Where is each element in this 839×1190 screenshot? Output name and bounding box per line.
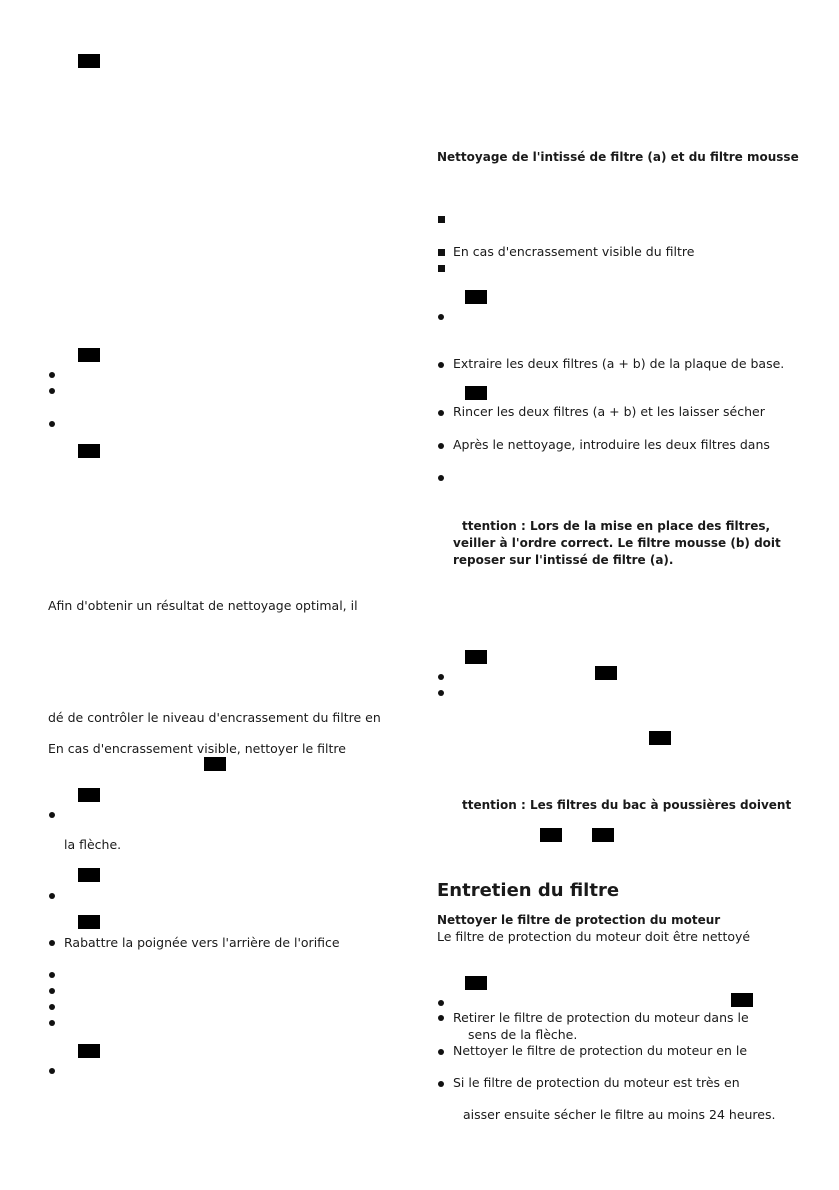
bullet [49,940,55,946]
bullet [49,1004,55,1010]
figure-ref-block [78,788,100,802]
bullet-text: Après le nettoyage, introduire les deux filtres dans [453,437,770,452]
bullet-text: Nettoyer le filtre de protection du moteur en le [453,1043,748,1058]
bullet [49,421,55,427]
figure-ref-block [465,290,487,304]
bullet-text: Si le filtre de protection du moteur est très en [453,1075,740,1090]
figure-ref-block [78,54,100,68]
bullet-text: sens de la flèche. [468,1027,578,1042]
square-bullet [438,249,445,256]
figure-ref-block [78,444,100,458]
figure-ref-block [465,650,487,664]
section-title: Entretien du filtre [437,880,620,901]
warning-text: ttention : Les filtres du bac à poussières doivent [462,798,792,812]
bullet [438,1081,444,1087]
bullet-text: Retirer le filtre de protection du moteur dans le [453,1010,749,1025]
bullet [438,443,444,449]
figure-ref-block [649,731,671,745]
figure-ref-block [204,757,226,771]
figure-ref-block [78,868,100,882]
paragraph-text: En cas d'encrassement visible, nettoyer le filtre [48,741,346,756]
figure-ref-block [731,993,753,1007]
bullet-text: Rincer les deux filtres (a + b) et les laisser sécher [453,404,765,419]
warning-text: ttention : Lors de la mise en place des filtres, [462,519,771,533]
paragraph-text: dé de contrôler le niveau d'encrassement du filtre en [48,710,381,725]
bullet [49,812,55,818]
bullet [49,1068,55,1074]
paragraph-text: Le filtre de protection du moteur doit être nettoyé [437,929,751,944]
bullet [438,314,444,320]
bullet-text: Rabattre la poignée vers l'arrière de l'orifice [64,935,340,950]
figure-ref-block [465,976,487,990]
bullet [49,972,55,978]
bullet [49,388,55,394]
bullet [438,362,444,368]
paragraph-text: la flèche. [64,837,122,852]
sub-heading: Nettoyer le filtre de protection du moteur [437,913,721,927]
bullet [49,988,55,994]
paragraph-text: Afin d'obtenir un résultat de nettoyage optimal, il [48,598,358,613]
paragraph-text: aisser ensuite sécher le filtre au moins 24 heures. [463,1107,776,1122]
heading-filter-cleaning: Nettoyage de l'intissé de filtre (a) et du filtre mousse [437,150,799,164]
figure-ref-block [78,915,100,929]
square-bullet [438,216,445,223]
bullet [438,674,444,680]
warning-text: veiller à l'ordre correct. Le filtre mousse (b) doit [453,536,781,550]
figure-ref-block [78,1044,100,1058]
figure-ref-block [592,828,614,842]
bullet-text: Extraire les deux filtres (a + b) de la plaque de base. [453,356,785,371]
figure-ref-block [595,666,617,680]
bullet [438,410,444,416]
bullet [438,475,444,481]
bullet-text: En cas d'encrassement visible du filtre [453,244,695,259]
square-bullet [438,265,445,272]
bullet [49,893,55,899]
figure-ref-block [540,828,562,842]
figure-ref-block [78,348,100,362]
bullet [438,1000,444,1006]
bullet [49,1020,55,1026]
figure-ref-block [465,386,487,400]
bullet [49,372,55,378]
warning-text: reposer sur l'intissé de filtre (a). [453,553,674,567]
bullet [438,690,444,696]
bullet [438,1049,444,1055]
bullet [438,1015,444,1021]
